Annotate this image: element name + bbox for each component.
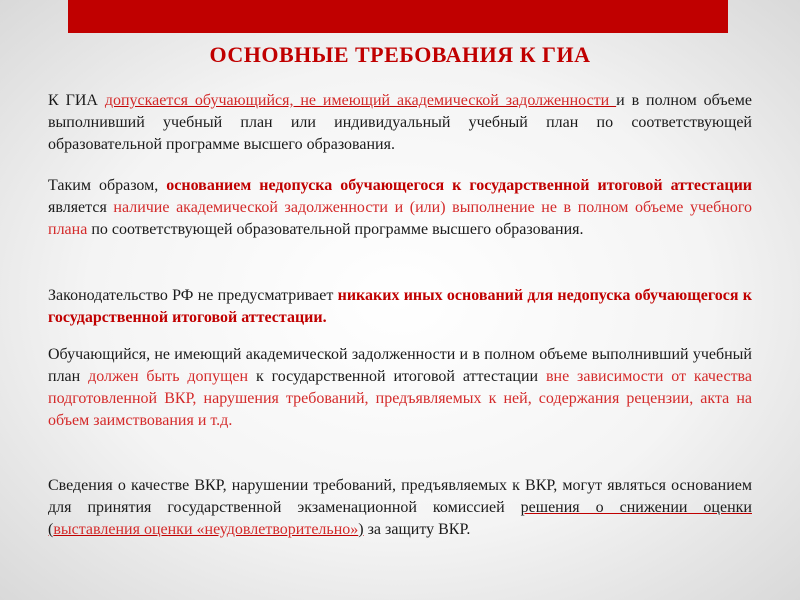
text-segment: по соответствующей образовательной программе высшего образования. bbox=[87, 221, 584, 238]
paragraph-must-admit bbox=[48, 344, 752, 432]
header-bar bbox=[68, 0, 728, 33]
text-segment: Сведения о качестве ВКР, нарушении требований, предъявляемых к ВКР, могут являться основанием для принятия государственной экзаменационной комиссией bbox=[48, 477, 752, 516]
text-segment: за защиту ВКР. bbox=[363, 521, 471, 538]
paragraph-admission bbox=[48, 90, 752, 156]
underlined-text: решения о снижении оценки ( bbox=[48, 499, 752, 538]
text-segment: К ГИА bbox=[48, 92, 105, 109]
text-segment: Законодательство РФ не предусматривает bbox=[48, 287, 338, 304]
slide-title: ОСНОВНЫЕ ТРЕБОВАНИЯ К ГИА bbox=[209, 42, 591, 67]
paragraph-grounds bbox=[48, 175, 752, 241]
highlight-text: должен быть допущен bbox=[88, 368, 249, 385]
highlight-text: наличие академической задолженности и (или) выполнение не в полном объеме учебного плана bbox=[48, 199, 753, 238]
text-segment: Таким образом, bbox=[48, 177, 167, 194]
highlight-text: вне зависимости от качества подготовленной ВКР, нарушения требований, предъявляемых к ней, содержания рецензии, акта на объем заимствования и т.д. bbox=[48, 368, 753, 429]
paragraph-grade-reduction bbox=[48, 475, 752, 541]
underlined-text: ) bbox=[358, 521, 364, 538]
highlight-text: никаких иных оснований для недопуска обучающегося к государственной итоговой аттестации. bbox=[48, 287, 752, 326]
text-segment: является bbox=[48, 199, 114, 216]
highlight-text: основанием недопуска обучающегося к государственной итоговой аттестации bbox=[166, 177, 752, 194]
highlight-text: выставления оценки «неудовлетворительно» bbox=[53, 521, 359, 538]
text-segment: к государственной итоговой аттестации bbox=[248, 368, 546, 385]
paragraph-legislation bbox=[48, 285, 752, 329]
text-segment: и в полном объеме выполнивший учебный план или индивидуальный учебный план по соответствующей образовательной программе высшего образования. bbox=[48, 92, 753, 153]
text-segment: Обучающийся, не имеющий академической задолженности и в полном объеме выполнивший учебный план bbox=[48, 346, 752, 385]
highlight-text: допускается обучающийся, не имеющий академической задолженности bbox=[104, 92, 617, 109]
